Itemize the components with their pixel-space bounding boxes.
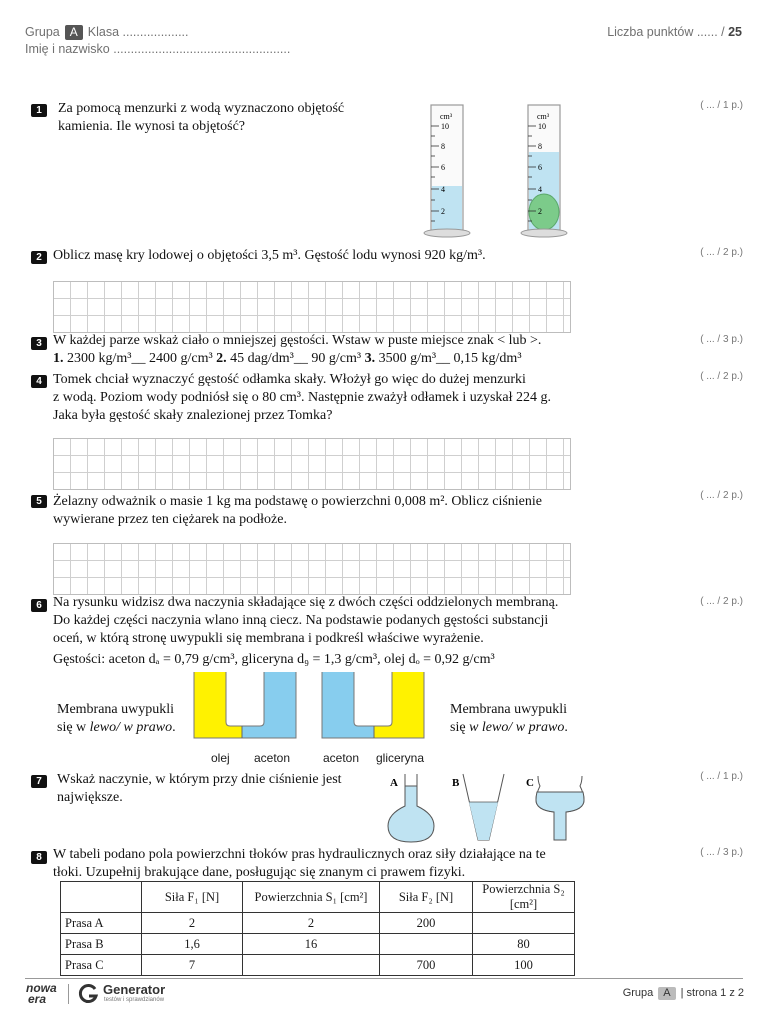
logo-text: nowa <box>26 981 57 995</box>
table-cell-blank[interactable] <box>243 955 380 976</box>
q7-line: Wskaż naczynie, w którym przy dnie ciśnienie jest <box>57 772 342 787</box>
question-6-text <box>53 594 558 669</box>
cylinder-1 <box>424 105 470 237</box>
pair-number: 1. <box>53 351 64 366</box>
q1-line: kamienia. Ile wynosi ta objętość? <box>58 119 245 134</box>
membrane-text: Membrana uwypukli <box>450 702 568 717</box>
cylinder-2 <box>521 105 567 237</box>
question-1-text <box>58 100 344 136</box>
q8-line: W tabeli podano pola powierzchni tłoków pras hydraulicznych oraz siły działające na te <box>53 847 546 862</box>
vessel-2 <box>322 672 424 738</box>
cyl1-tick-label: 8 <box>441 142 445 151</box>
row-label: Prasa C <box>61 955 142 976</box>
hydraulic-press-table <box>60 881 575 976</box>
cyl1-unit: cm³ <box>440 112 453 121</box>
answer-grid-q2[interactable] <box>53 281 571 333</box>
question-number-7: 7 <box>31 775 47 788</box>
question-number-4: 4 <box>31 375 47 388</box>
pair-number: 2. <box>216 351 227 366</box>
q4-points: ( ... / 2 p.) <box>700 371 743 382</box>
points-max: 25 <box>728 25 742 39</box>
vessel-B[interactable] <box>452 774 504 840</box>
question-4-text <box>53 371 551 425</box>
vessel-A[interactable] <box>388 774 434 842</box>
q7-line: największe. <box>57 790 123 805</box>
liquid-label-gliceryna: gliceryna <box>376 751 425 765</box>
table-cell: 16 <box>243 934 380 955</box>
generator-subtitle: testów i sprawdzianów <box>104 997 165 1003</box>
cyl2-tick-label: 4 <box>538 185 542 194</box>
answer-grid-q5[interactable] <box>53 543 571 595</box>
measuring-cylinders-figure <box>420 100 590 242</box>
question-8-text <box>53 846 546 882</box>
row-label: Prasa B <box>61 934 142 955</box>
vessel-1 <box>194 672 296 738</box>
cyl1-tick-label: 4 <box>441 185 445 194</box>
table-cell: 2 <box>243 913 380 934</box>
vessel-label-B: B <box>452 777 460 789</box>
vessel-label-A: A <box>390 777 398 789</box>
table-header-cell: Powierzchnia S₁ [cm²] <box>243 882 380 913</box>
header-group <box>25 25 189 40</box>
table-cell: 80 <box>473 934 575 955</box>
row-label: Prasa A <box>61 913 142 934</box>
table-row <box>61 913 575 934</box>
cyl2-tick-label: 8 <box>538 142 542 151</box>
cyl2-tick-label: 2 <box>538 207 542 216</box>
logo-text: era <box>28 992 47 1006</box>
u-tube-vessels-figure <box>190 668 440 742</box>
table-row <box>61 934 575 955</box>
vessels-figure <box>380 770 590 846</box>
table-cell: 200 <box>380 913 473 934</box>
pair-2: 45 dag/dm³__ 90 g/cm³ <box>226 351 365 366</box>
q7-points: ( ... / 1 p.) <box>700 771 743 782</box>
vessel-label-C: C <box>526 777 534 789</box>
table-cell-blank[interactable] <box>473 913 575 934</box>
q3-line: W każdej parze wskaż ciało o mniejszej gęstości. Wstaw w puste miejsce znak < lub >. <box>53 333 542 348</box>
cyl1-tick-label: 6 <box>441 163 445 172</box>
densities-line: Gęstości: aceton dₐ = 0,79 g/cm³, gliceryna d₉ = 1,3 g/cm³, olej dₒ = 0,92 g/cm³ <box>53 652 495 667</box>
q6-line: oceń, w którą stronę uwypukli się membrana i podkreśl właściwe wyrażenie. <box>53 631 484 646</box>
question-2-text: Oblicz masę kry lodowej o objętości 3,5 m³. Gęstość lodu wynosi 920 kg/m³. <box>53 248 486 263</box>
generator-title: Generator <box>103 982 166 997</box>
liquid-label-aceton: aceton <box>323 751 360 765</box>
membrane-text: Membrana uwypukli <box>57 702 175 717</box>
nowa-era-logo <box>26 983 57 1005</box>
group-badge: A <box>65 25 83 40</box>
q5-points: ( ... / 2 p.) <box>700 490 743 501</box>
points-label: Liczba punktów ...... / <box>607 25 725 39</box>
liquid-label-olej: olej <box>211 751 230 765</box>
cyl2-tick-label: 10 <box>538 122 546 131</box>
cyl2-unit: cm³ <box>537 112 550 121</box>
table-header-cell: Powierzchnia S₂ [cm²] <box>473 882 575 913</box>
page-number: | strona 1 z 2 <box>680 987 744 999</box>
q4-line: Jaka była gęstość skały znalezionej przez Tomka? <box>53 408 333 423</box>
membrane-text: . <box>564 720 568 735</box>
q2-points: ( ... / 2 p.) <box>700 247 743 258</box>
vessel-C[interactable] <box>526 776 584 840</box>
membrane-text: . <box>172 720 176 735</box>
membrane-answer-left <box>57 701 176 737</box>
class-field: Klasa ................... <box>87 25 189 39</box>
question-7-text <box>57 771 342 807</box>
question-number-3: 3 <box>31 337 47 350</box>
name-field: Imię i nazwisko ................................................... <box>25 42 291 56</box>
footer-page-info <box>623 987 744 1000</box>
cyl1-tick-label: 2 <box>441 207 445 216</box>
question-number-8: 8 <box>31 851 47 864</box>
cyl2-tick-label: 6 <box>538 163 542 172</box>
footer-group-badge: A <box>658 987 675 1000</box>
q8-points: ( ... / 3 p.) <box>700 847 743 858</box>
table-cell: 700 <box>380 955 473 976</box>
logo-separator <box>68 984 69 1004</box>
footer-group-label: Grupa <box>622 987 654 999</box>
generator-logo-icon <box>77 983 99 1005</box>
cyl1-tick-label: 10 <box>441 122 449 131</box>
question-3-text <box>53 332 541 368</box>
pair-1: 2300 kg/m³__ 2400 g/cm³ <box>63 351 217 366</box>
question-number-1: 1 <box>31 104 47 117</box>
table-cell: 2 <box>142 913 243 934</box>
q1-line: Za pomocą menzurki z wodą wyznaczono objętość <box>58 101 345 116</box>
table-header-cell: Siła F₁ [N] <box>142 882 243 913</box>
membrane-choice-left[interactable]: lewo/ w prawo <box>89 720 173 735</box>
q6-points: ( ... / 2 p.) <box>700 596 743 607</box>
q4-line: z wodą. Poziom wody podniósł się o 80 cm³. Następnie zważył odłamek i uzyskał 224 g. <box>53 390 551 405</box>
q5-line: Żelazny odważnik o masie 1 kg ma podstawę o powierzchni 0,008 m². Oblicz ciśnienie <box>53 494 543 509</box>
q3-points: ( ... / 3 p.) <box>700 334 743 345</box>
q6-line: Do każdej części naczynia wlano inną ciecz. Na podstawie podanych gęstości substancji <box>53 613 549 628</box>
group-label: Grupa <box>25 25 60 39</box>
points-total <box>607 25 742 39</box>
table-row <box>61 955 575 976</box>
table-header-cell: Siła F₂ [N] <box>380 882 473 913</box>
question-number-6: 6 <box>31 599 47 612</box>
footer-divider <box>25 978 743 979</box>
table-header-row <box>61 882 575 913</box>
membrane-text: się <box>450 720 470 735</box>
q6-line: Na rysunku widzisz dwa naczynia składające się z dwóch części oddzielonych membraną. <box>53 595 559 610</box>
membrane-text: się w <box>57 720 90 735</box>
table-header-cell <box>61 882 142 913</box>
q5-line: wywierane przez ten ciężarek na podłoże. <box>53 512 287 527</box>
q4-line: Tomek chciał wyznaczyć gęstość odłamka skały. Włożył go więc do dużej menzurki <box>53 372 526 387</box>
question-number-5: 5 <box>31 495 47 508</box>
table-cell-blank[interactable] <box>380 934 473 955</box>
question-5-text <box>53 493 542 529</box>
pair-number: 3. <box>364 351 376 366</box>
answer-grid-q4[interactable] <box>53 438 571 490</box>
question-number-2: 2 <box>31 251 47 264</box>
membrane-choice-right[interactable]: w lewo/ w prawo <box>469 720 565 735</box>
table-cell: 100 <box>473 955 575 976</box>
q8-line: tłoki. Uzupełnij brakujące dane, posługując się znanym ci prawem fizyki. <box>53 865 466 880</box>
q3-pairs <box>53 350 541 368</box>
liquid-label-aceton: aceton <box>254 751 291 765</box>
q1-points: ( ... / 1 p.) <box>700 100 743 111</box>
table-cell: 7 <box>142 955 243 976</box>
table-cell: 1,6 <box>142 934 243 955</box>
stone-shape <box>529 194 559 230</box>
pair-3: 3500 g/m³__ 0,15 kg/dm³ <box>375 351 522 366</box>
membrane-answer-right <box>450 701 568 737</box>
